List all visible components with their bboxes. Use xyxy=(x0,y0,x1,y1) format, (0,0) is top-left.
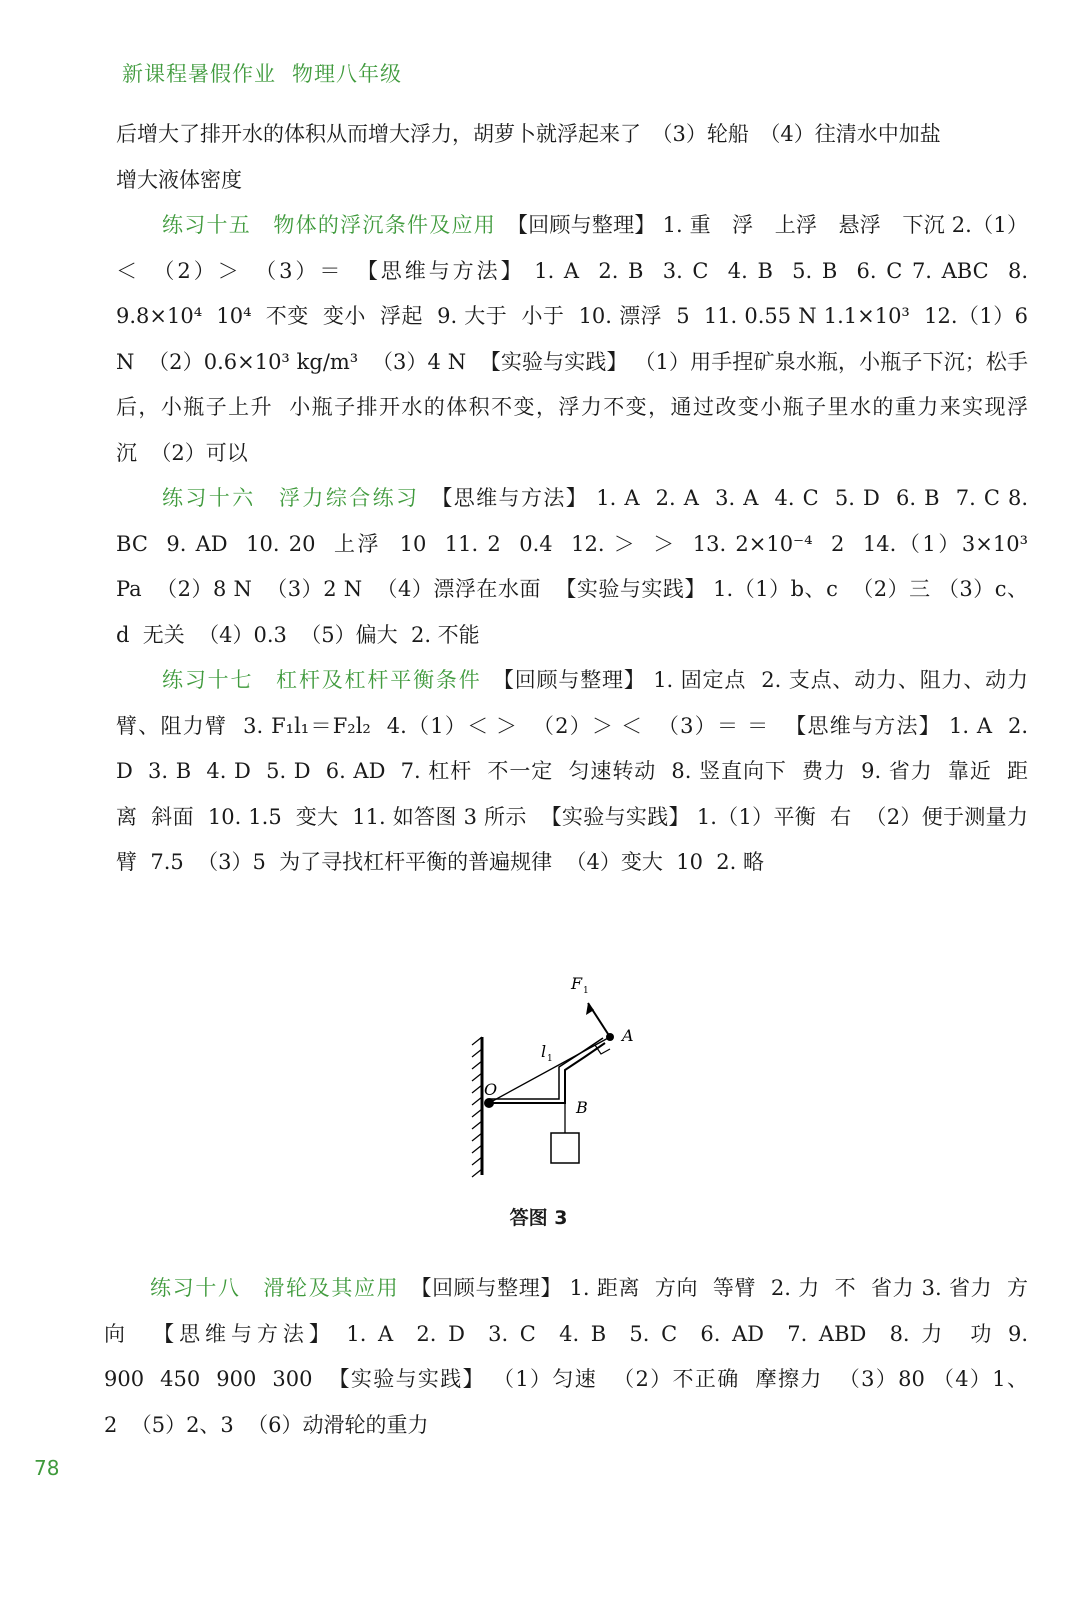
book-title: 新课程暑假作业 xyxy=(122,62,276,86)
section-18-content: 【回顾与整理】 1. 距离 方向 等臂 2. 力 不 省力 3. 省力 方向 【思维与方法】 1. A 2. D 3. C 4. B 5. C 6. AD 7. ABD 8. 力 功 9. 900 450 900 300 【实验与实践】 （1）匀速 （2）不正确 摩擦力 （3）80 （4）1、2 （5）2、3 （6）动滑轮的重力 xyxy=(104,1276,1028,1437)
section-15-title: 练习十五 物体的浮沉条件及应用 xyxy=(162,213,497,237)
section-18-title: 练习十八 滑轮及其应用 xyxy=(150,1276,400,1300)
lever-diagram-svg xyxy=(455,965,655,1195)
figure-caption: 答图 3 xyxy=(509,1207,568,1229)
point-a-label: A xyxy=(622,1026,634,1045)
section-17-title: 练习十七 杠杆及杠杆平衡条件 xyxy=(162,668,482,692)
force-subscript: 1 xyxy=(583,986,589,996)
pivot-label: O xyxy=(484,1080,498,1099)
section-15 xyxy=(116,203,1028,476)
lever-diagram xyxy=(455,965,655,1195)
continuation-line-1: 后增大了排开水的体积从而增大浮力，胡萝卜就浮起来了 （3）轮船 （4）往清水中加盐 xyxy=(116,122,941,146)
point-b-label: B xyxy=(576,1098,588,1117)
section-15-content: 【回顾与整理】 1. 重 浮 上浮 悬浮 下沉 2.（1）＜ （2）＞ （3）＝ 【思维与方法】 1. A 2. B 3. C 4. B 5. B 6. C 7. ABC 8. 9.8×10⁴ 10⁴ 不变 变小 浮起 9. 大于 小于 10. 漂浮 5 11. 0.55 N 1.1×10³ 12.（1）6 N （2）0.6×10³ kg/m³ （3）4 N 【实验与实践】 （1）用手捏矿泉水瓶，小瓶子下沉；松手后，小瓶子上升 小瓶子排开水的体积不变，浮力不变，通过改变小瓶子里水的重力来实现浮沉 （2）可以 xyxy=(116,213,1028,465)
section-16 xyxy=(116,476,1028,658)
weight-block xyxy=(551,1133,579,1163)
answer-text-block xyxy=(116,112,1028,886)
section-18-block xyxy=(104,1266,1028,1448)
section-16-title: 练习十六 浮力综合练习 xyxy=(162,486,420,510)
force-label: F xyxy=(571,974,583,993)
page-number: 78 xyxy=(34,1456,60,1480)
arm-label: l xyxy=(541,1042,547,1061)
section-18 xyxy=(104,1266,1028,1448)
arm-line xyxy=(489,1037,610,1103)
point-a-dot xyxy=(606,1033,614,1041)
section-17-content: 【回顾与整理】 1. 固定点 2. 支点、动力、阻力、动力臂、阻力臂 3. F₁l₁＝F₂l₂ 4.（1）＜ ＞ （2）＞ ＜ （3）＝ ＝ 【思维与方法】 1. A 2. D 3. B 4. D 5. D 6. AD 7. 杠杆 不一定 匀速转动 8. 竖直向下 费力 9. 省力 靠近 距离 斜面 10. 1.5 变大 11. 如答图 3 所示 【实验与实践】 1.（1）平衡 右 （2）便于测量力臂 7.5 （3）5 为了寻找杠杆平衡的普遍规律 （4）变大 10 2. 略 xyxy=(116,668,1029,874)
arm-subscript: 1 xyxy=(547,1054,553,1064)
section-16-content: 【思维与方法】 1. A 2. A 3. A 4. C 5. D 6. B 7. C 8. BC 9. AD 10. 20 上浮 10 11. 2 0.4 12. ＞ ＞ 13. 2×10⁻⁴ 2 14.（1）3×10³ Pa （2）8 N （3）2 N （4）漂浮在水面 【实验与实践】 1.（1）b、c （2）三 （3）c、d 无关 （4）0.3 （5）偏大 2. 不能 xyxy=(116,486,1028,647)
subject-label: 物理八年级 xyxy=(292,62,402,86)
continuation-line-2: 增大液体密度 xyxy=(116,167,242,192)
section-17 xyxy=(116,658,1028,886)
page-header xyxy=(122,58,402,88)
